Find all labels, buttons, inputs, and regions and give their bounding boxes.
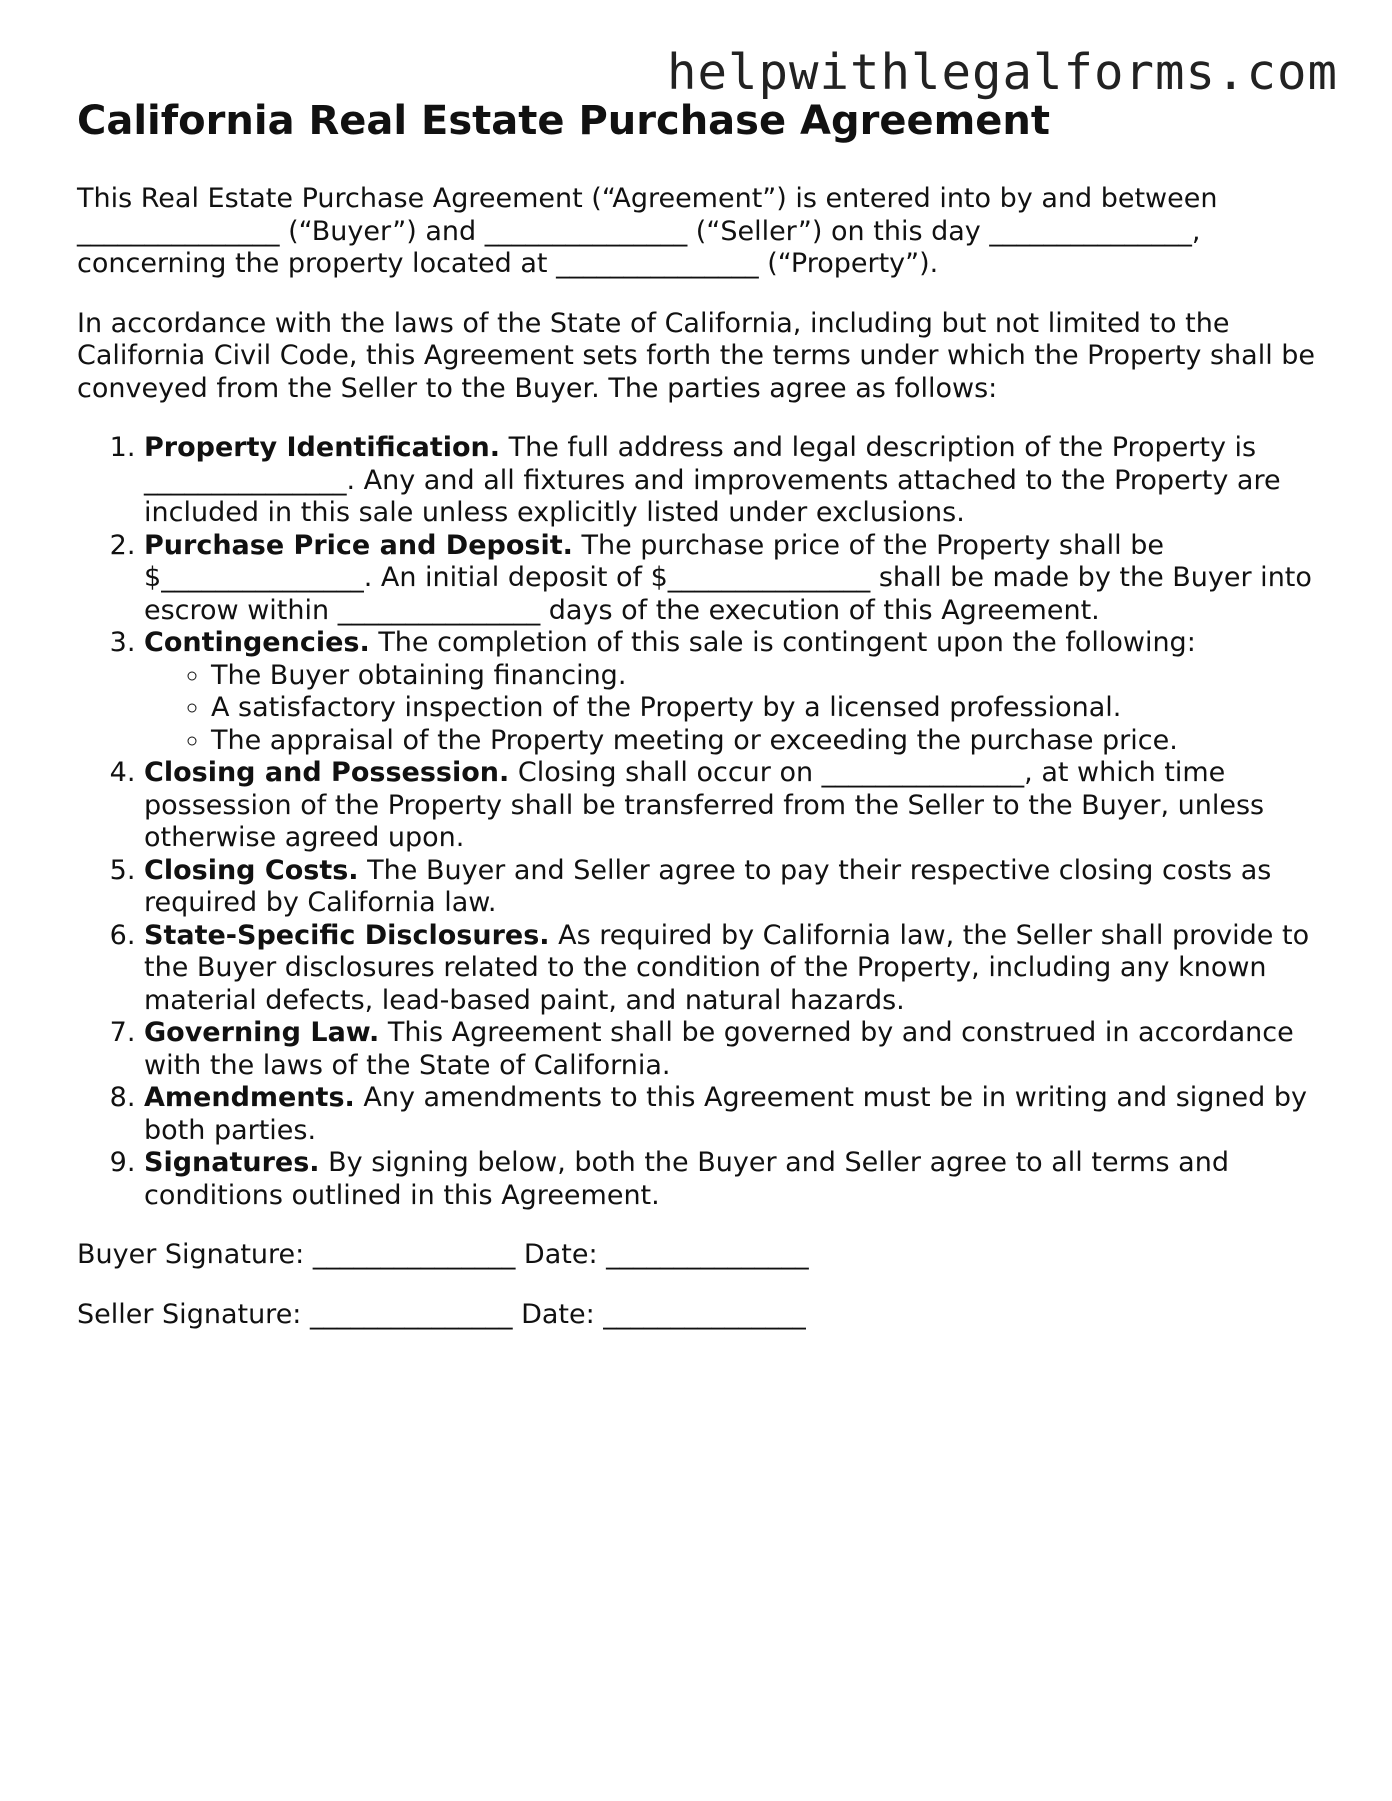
term-purchase-price bbox=[144, 530, 1327, 628]
intro-paragraph bbox=[77, 183, 1327, 281]
seller-label: (“Seller”) on this day bbox=[687, 215, 990, 247]
seller-signature-blank[interactable]: _______________ bbox=[309, 1298, 513, 1330]
buyer-label: (“Buyer”) and bbox=[279, 215, 485, 247]
property-address-blank[interactable]: _______________ bbox=[556, 248, 759, 279]
terms-list bbox=[77, 432, 1327, 1212]
seller-name-blank[interactable]: _______________ bbox=[484, 215, 688, 247]
seller-signature-label: Seller Signature: bbox=[77, 1298, 310, 1330]
term-text: This Agreement shall be governed by and construed in accordance with the laws of the State of California. bbox=[144, 1017, 1294, 1081]
term-text: The Buyer and Seller agree to pay their respective closing costs as required by California law. bbox=[144, 854, 1272, 918]
term-heading: Property Identification. bbox=[144, 432, 501, 463]
term-text: The full address and legal description of the Property is bbox=[500, 432, 1257, 463]
seller-signature-line bbox=[77, 1299, 1327, 1332]
term-amendments bbox=[144, 1082, 1327, 1147]
term-heading: Purchase Price and Deposit. bbox=[144, 529, 573, 561]
term-disclosures bbox=[144, 920, 1327, 1018]
closing-date-blank[interactable]: _______________ bbox=[821, 757, 1025, 788]
seller-date-blank[interactable]: _______________ bbox=[603, 1298, 806, 1330]
term-text: Any amendments to this Agreement must be in writing and signed by both parties. bbox=[144, 1082, 1307, 1146]
buyer-signature-line bbox=[77, 1239, 1327, 1272]
term-heading: Contingencies. bbox=[144, 627, 370, 658]
agreement-document bbox=[77, 93, 1327, 1331]
term-closing-possession bbox=[144, 757, 1327, 855]
site-watermark: helpwithlegalforms.com bbox=[666, 44, 1338, 101]
buyer-signature-blank[interactable]: _______________ bbox=[312, 1239, 516, 1270]
legal-description-blank[interactable]: _______________ bbox=[144, 464, 347, 496]
term-text: As required by California law, the Seller shall provide to the Buyer disclosures related to the condition of the Property, including any known material defects, lead-based paint, and natural hazards. bbox=[144, 919, 1310, 1016]
term-signatures bbox=[144, 1147, 1327, 1212]
term-heading: Closing Costs. bbox=[144, 854, 359, 886]
term-text: The completion of this sale is contingent upon the following: bbox=[369, 627, 1196, 658]
term-text: , at which time possession of the Property shall be transferred from the Seller to the Buyer, unless otherwise agreed upon. bbox=[144, 757, 1265, 853]
contingency-item: ◦ A satisfactory inspection of the Property by a licensed professional. bbox=[211, 692, 1327, 725]
term-heading: Amendments. bbox=[144, 1082, 355, 1113]
contingency-item: ◦ The appraisal of the Property meeting or exceeding the purchase price. bbox=[211, 725, 1327, 758]
escrow-days-blank[interactable]: _______________ bbox=[337, 594, 541, 626]
term-text: . Any and all fixtures and improvements attached to the Property are included in this sale unless explicitly listed under exclusions. bbox=[144, 464, 1281, 528]
intro-text: This Real Estate Purchase Agreement (“Agreement”) is entered into by and between bbox=[77, 183, 1218, 214]
term-closing-costs bbox=[144, 855, 1327, 920]
deposit-amount-blank[interactable]: _______________ bbox=[667, 562, 871, 593]
term-governing-law bbox=[144, 1017, 1327, 1082]
buyer-signature-label: Buyer Signature: bbox=[77, 1239, 313, 1270]
comma: , bbox=[1191, 215, 1201, 247]
page-title: California Real Estate Purchase Agreement bbox=[77, 98, 1051, 144]
buyer-date-blank[interactable]: _______________ bbox=[606, 1239, 809, 1270]
purchase-price-blank[interactable]: _______________ bbox=[161, 562, 364, 593]
term-text: By signing below, both the Buyer and Seller agree to all terms and conditions outlined in this Agreement. bbox=[144, 1147, 1229, 1211]
term-text: days of the execution of this Agreement. bbox=[540, 594, 1100, 626]
date-label: Date: bbox=[512, 1298, 604, 1330]
buyer-name-blank[interactable]: _______________ bbox=[77, 215, 280, 247]
date-label: Date: bbox=[515, 1239, 607, 1270]
term-heading: Signatures. bbox=[144, 1147, 320, 1178]
term-text: Closing shall occur on bbox=[509, 757, 822, 788]
term-heading: Closing and Possession. bbox=[144, 757, 510, 788]
term-text: shall be made by the Buyer into escrow within bbox=[144, 562, 1312, 626]
contingency-item: ◦ The Buyer obtaining financing. bbox=[211, 660, 1327, 693]
concerning-text: concerning the property located at bbox=[77, 248, 557, 279]
term-heading: Governing Law. bbox=[144, 1017, 380, 1048]
term-text: . An initial deposit of $ bbox=[363, 562, 668, 593]
contingency-list bbox=[144, 660, 1327, 758]
term-contingencies bbox=[144, 627, 1327, 757]
term-heading: State-Specific Disclosures. bbox=[144, 919, 550, 951]
preamble-paragraph: In accordance with the laws of the State of California, including but not limited to the California Civil Code, this Agreement sets forth the terms under which the Property shall be conveyed from the Seller to the Buyer. The parties agree as follows: bbox=[77, 307, 1316, 404]
property-label: (“Property”). bbox=[758, 248, 939, 279]
term-property-identification bbox=[144, 432, 1327, 530]
agreement-date-blank[interactable]: _______________ bbox=[989, 215, 1192, 247]
term-text: The purchase price of the Property shall be $ bbox=[144, 529, 1164, 593]
